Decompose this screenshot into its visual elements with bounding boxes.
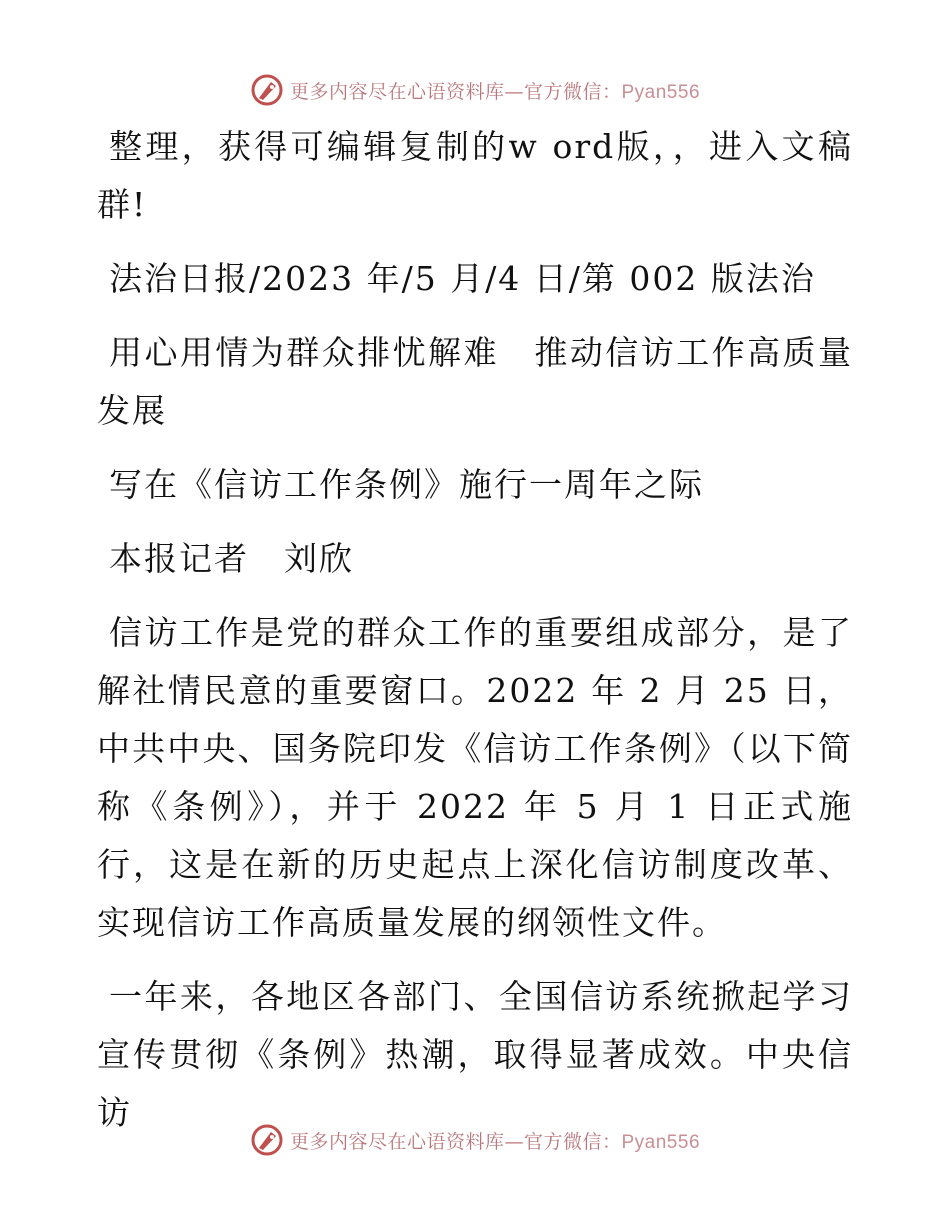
paragraph-intro: 整理，获得可编辑复制的w ord版，，进入文稿群! [97, 127, 853, 224]
article-subtitle: 写在《信访工作条例》施行一周年之际 [109, 465, 704, 504]
banner-text: 更多内容尽在心语资料库—官方微信：Pyan556 [289, 80, 701, 103]
article-title: 用心用情为群众排忧解难 推动信访工作高质量发展 [97, 333, 853, 430]
pen-nib-logo-icon [250, 1123, 284, 1157]
article-byline: 本报记者 刘欣 [109, 539, 354, 578]
wechat-id: Pyan556 [621, 1131, 701, 1153]
banner-text: 更多内容尽在心语资料库—官方微信：Pyan556 [289, 1130, 701, 1153]
paragraph-body-1: 信访工作是党的群众工作的重要组成部分，是了解社情民意的重要窗口。2022 年 2 月 25 日，中共中央、国务院印发《信访工作条例》（以下简称《条例》），并于 2022 年 5 月 1 日正式施行，这是在新的历史起点上深化信访制度改革、实现信访工作高质量发展的纲领性文件。 [97, 613, 853, 942]
footer-banner [0, 1120, 950, 1160]
paragraph-body-2: 一年来，各地区各部门、全国信访系统掀起学习宣传贯彻《条例》热潮，取得显著成效。中央信访 [97, 977, 853, 1132]
header-banner [0, 70, 950, 110]
paragraph-source: 法治日报/2023 年/5 月/4 日/第 002 版法治 [109, 259, 816, 298]
wechat-id: Pyan556 [621, 81, 701, 103]
document-body [97, 118, 853, 1158]
pen-nib-logo-icon [250, 73, 284, 107]
